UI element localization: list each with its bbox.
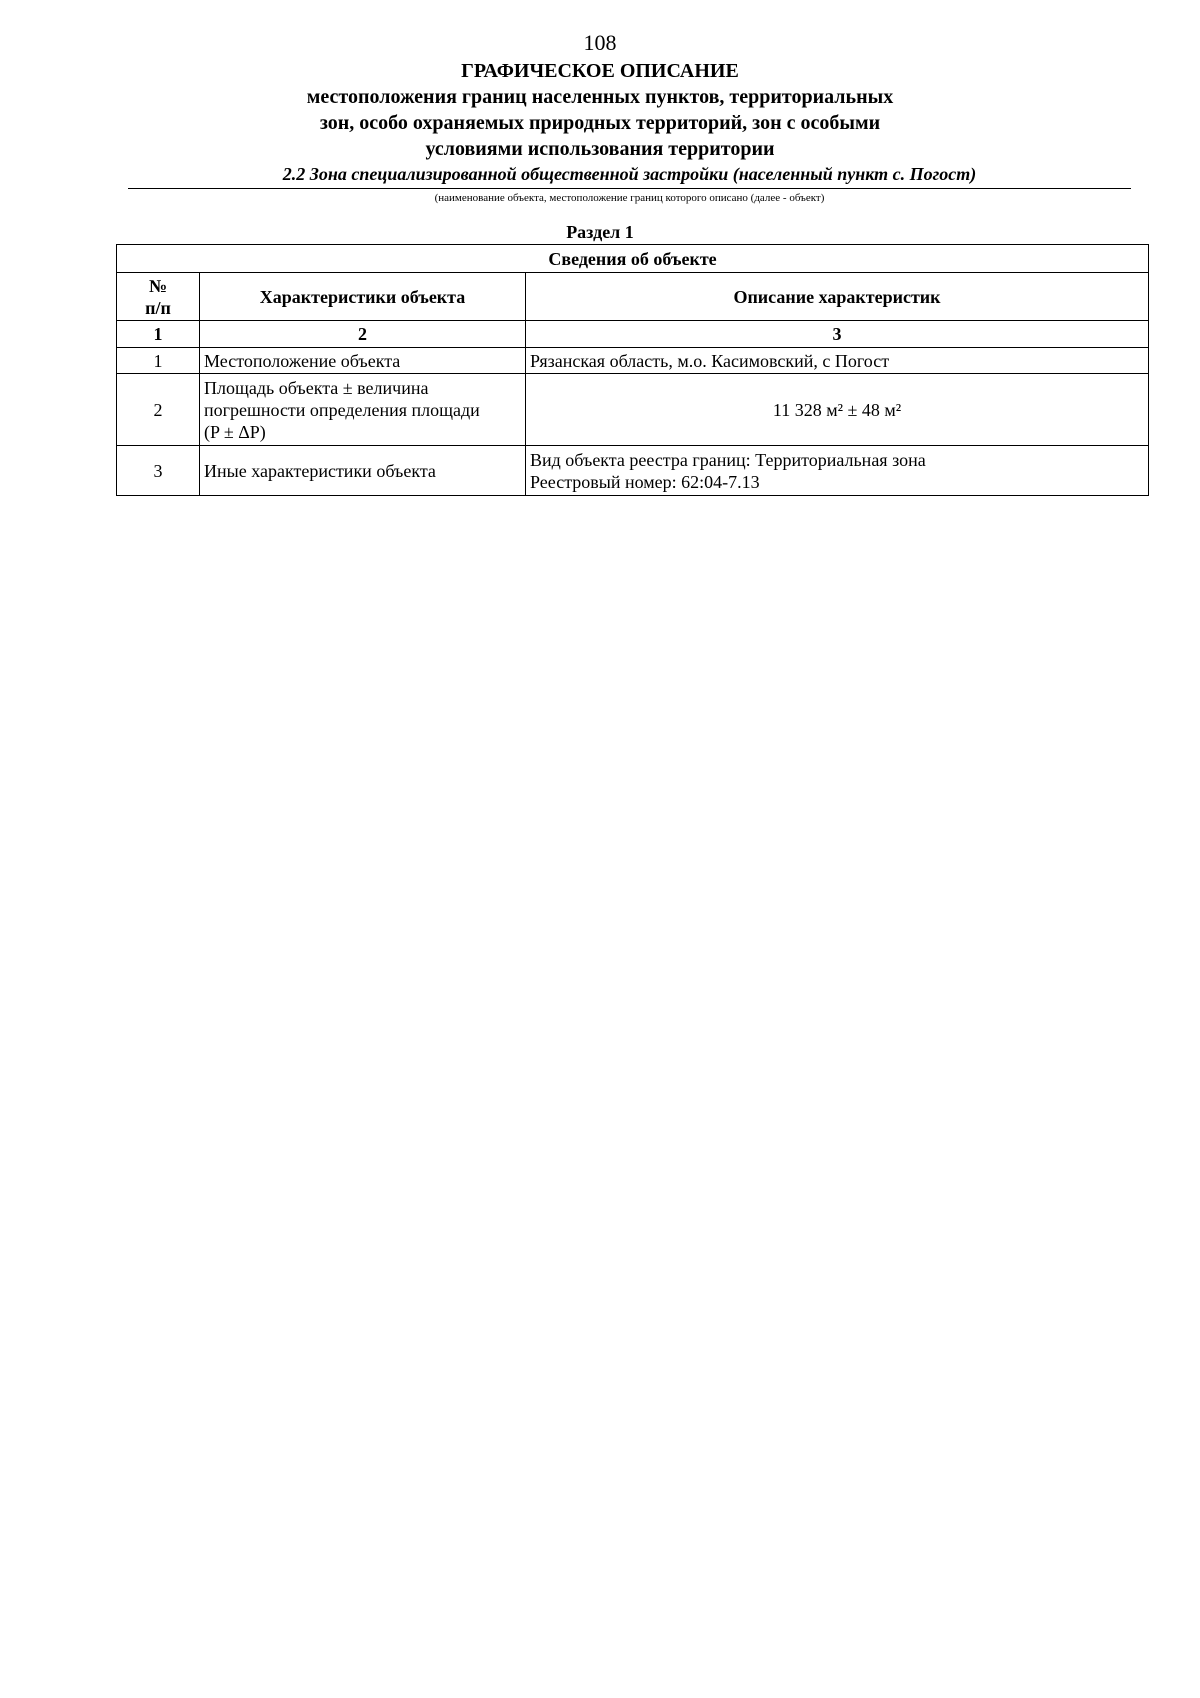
row-description-line: Вид объекта реестра границ: Территориальная зона [530,449,926,470]
row-description [526,446,1149,496]
column-number: 3 [526,321,1149,348]
column-number: 2 [200,321,526,348]
row-num: 1 [117,348,200,374]
title-line-2: местоположения границ населенных пунктов, территориальных [306,86,894,108]
row-characteristic: Иные характеристики объекта [200,446,526,496]
table-caption-row [117,245,1149,273]
column-numbers-row [117,321,1149,348]
row-num: 3 [117,446,200,496]
page-number: 108 [583,30,617,55]
row-description: Рязанская область, м.о. Касимовский, с Погост [526,348,1149,374]
title-line-3: зон, особо охраняемых природных территорий, зон с особыми [319,112,881,134]
table-header-row [117,273,1149,321]
row-characteristic: Местоположение объекта [200,348,526,374]
row-description-line: Реестровый номер: 62:04-7.13 [530,471,760,492]
object-info-table [116,244,1149,496]
column-number: 1 [117,321,200,348]
object-name: 2.2 Зона специализированной общественной застройки (населенный пункт с. Погост) [282,164,977,184]
table-row [117,374,1149,446]
header-characteristics: Характеристики объекта [200,273,526,321]
row-characteristic-line: погрешности определения площади [204,399,480,420]
header-description: Описание характеристик [526,273,1149,321]
table-caption: Сведения об объекте [117,245,1149,273]
row-characteristic [200,374,526,446]
document-title [0,58,1200,162]
section-title: Раздел 1 [566,222,634,242]
row-characteristic-line: Площадь объекта ± величина [204,377,429,398]
header-num-line-2: п/п [145,297,171,318]
header-num-line-1: № [148,275,168,296]
object-name-underline [128,188,1131,189]
row-characteristic-line: (P ± ΔP) [204,421,266,442]
title-line-1: ГРАФИЧЕСКОЕ ОПИСАНИЕ [461,60,739,82]
title-line-4: условиями использования территории [425,138,775,160]
row-description: 11 328 м² ± 48 м² [526,374,1149,446]
header-num [117,273,200,321]
object-caption: (наименование объекта, местоположение границ которого описано (далее - объект) [434,192,825,204]
table-row [117,446,1149,496]
row-num: 2 [117,374,200,446]
table-row [117,348,1149,374]
